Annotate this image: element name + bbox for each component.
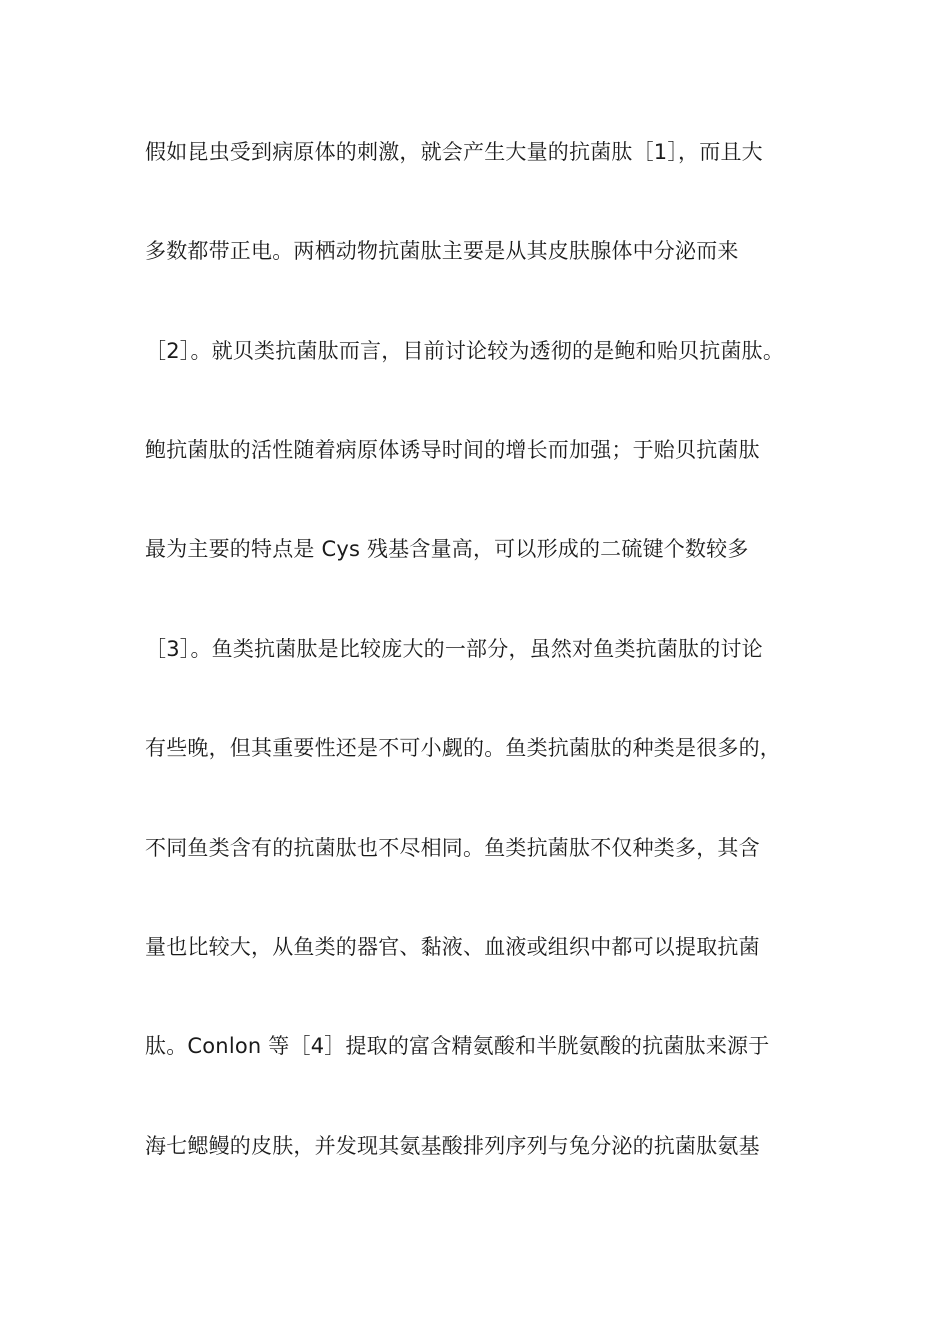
body-text-line: 量也比较大，从鱼类的器官、黏液、血液或组织中都可以提取抗菌 [145,935,760,959]
body-text-line: 有些晚，但其重要性还是不可小觑的。鱼类抗菌肽的种类是很多的， [145,736,781,760]
body-text-line: 肽。Conlon 等［4］提取的富含精氨酸和半胱氨酸的抗菌肽来源于 [145,1034,770,1058]
body-text-line: ［3］。鱼类抗菌肽是比较庞大的一部分，虽然对鱼类抗菌肽的讨论 [145,637,763,661]
body-text-line: ［2］。就贝类抗菌肽而言，目前讨论较为透彻的是鲍和贻贝抗菌肽。 [145,339,785,363]
body-text-line: 鲍抗菌肽的活性随着病原体诱导时间的增长而加强；于贻贝抗菌肽 [145,438,760,462]
body-text-line: 海七鳃鳗的皮肤，并发现其氨基酸排列序列与兔分泌的抗菌肽氨基 [145,1134,760,1158]
body-text-line: 最为主要的特点是 Cys 残基含量高，可以形成的二硫键个数较多 [145,537,749,561]
body-text-line: 多数都带正电。两栖动物抗菌肽主要是从其皮肤腺体中分泌而来 [145,239,739,263]
body-text-line: 不同鱼类含有的抗菌肽也不尽相同。鱼类抗菌肽不仅种类多，其含 [145,836,760,860]
body-text-line: 假如昆虫受到病原体的刺激，就会产生大量的抗菌肽［1］，而且大 [145,140,763,164]
